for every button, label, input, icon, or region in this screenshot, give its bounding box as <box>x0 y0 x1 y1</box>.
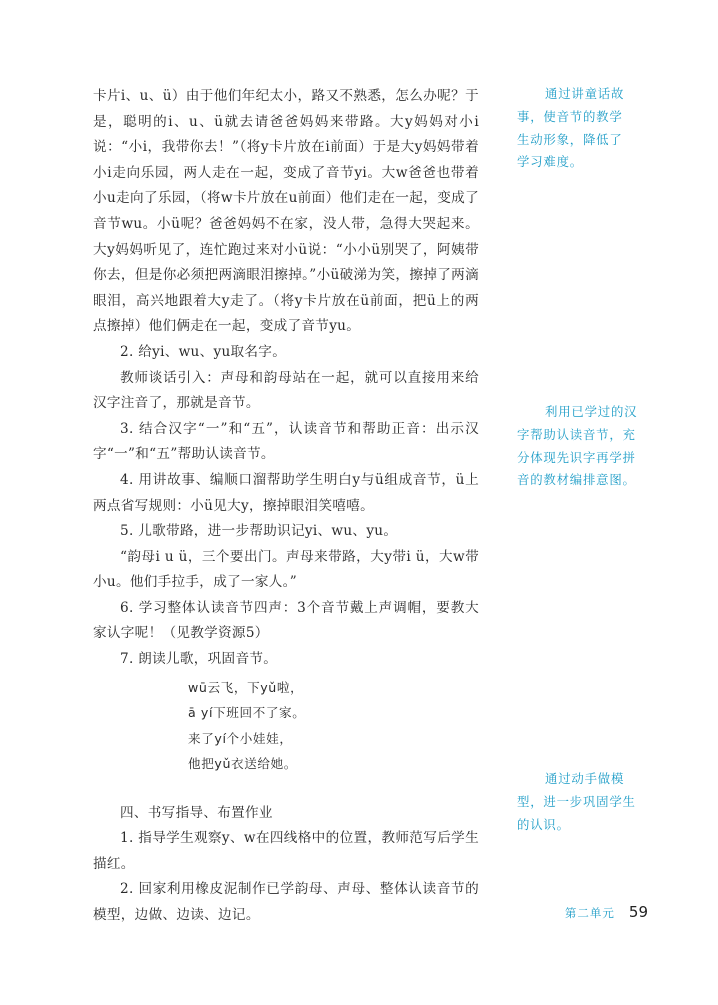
section-heading: 四、书写指导、布置作业 <box>120 804 273 821</box>
poem-line: 来了yí个小娃娃， <box>188 730 293 746</box>
step-4: 4. 用讲故事、编顺口溜帮助学生明白y与ü组成音节，ü上两点省写规则：小ü见大y，擦掉眼泪笑嘻嘻。 <box>93 471 479 514</box>
note-line: 学习难度。 <box>517 154 583 170</box>
section-item-1: 1. 指导学生观察y、w在四线格中的位置，教师范写后学生描红。 <box>93 830 479 872</box>
note-line: 通过动手做模 <box>545 771 625 786</box>
section-item-2: 2. 回家利用橡皮泥制作已学韵母、声母、整体认读音节的模型，边做、边读、边记。 <box>93 881 479 924</box>
unit-label: 第二单元 <box>564 906 615 920</box>
page-number: 59 <box>628 903 648 921</box>
note-line: 的认识。 <box>517 816 570 832</box>
margin-note-story <box>517 83 647 174</box>
poem-line: 他把yǔ衣送给她。 <box>188 756 297 772</box>
page-footer <box>565 903 648 921</box>
note-line: 分体现先识字再学拼 <box>517 449 636 465</box>
poem-line: wū云飞，下yǔ啦， <box>188 679 304 695</box>
poem-line: ā yí下班回不了家。 <box>188 705 306 721</box>
children-poem <box>188 675 479 777</box>
step-7: 7. 朗读儿歌，巩固音节。 <box>120 651 278 668</box>
note-line: 型，进一步巩固学生 <box>517 793 636 809</box>
note-line: 通过讲童话故 <box>545 86 625 101</box>
step-6: 6. 学习整体认读音节四声：3个音节戴上声调帽，要教大家认字呢！（见教学资源5） <box>93 599 479 642</box>
margin-note-model <box>517 768 647 836</box>
note-line: 事，使音节的教学 <box>517 108 623 124</box>
story-paragraph: 卡片i、u、ü）由于他们年纪太小，路又不熟悉，怎么办呢？于是，聪明的i、u、ü就去请爸爸妈妈来带路。大y妈妈对小i说：“小i，我带你去！”（将y卡片放在i前面）于是大y妈妈带着小i走向乐园，两人走在一起，变成了音节yi。大w爸爸也带着小u走向了乐园，（将w卡片放在u前面）他们走在一起，变成了音节wu。小ü呢？爸爸妈妈不在家，没人带，急得大哭起来。大y妈妈听见了，连忙跑过来对小ü说：“小小ü别哭了，阿姨带你去，但是你必须把两滴眼泪擦掉。”小ü破涕为笑，擦掉了两滴眼泪，高兴地跟着大y走了。（将y卡片放在ü前面，把ü上的两点擦掉）他们俩走在一起，变成了音节yu。 <box>93 88 479 335</box>
note-line: 音的教材编排意图。 <box>517 472 636 488</box>
note-line: 字帮助认读音节，充 <box>517 426 636 442</box>
margin-note-characters <box>517 401 647 492</box>
step-2: 2. 给yi、wu、yu取名字。 <box>120 343 287 360</box>
step-5: 5. 儿歌带路，进一步帮助识记yi、wu、yu。 <box>120 523 398 540</box>
main-text <box>93 84 479 929</box>
note-line: 利用已学过的汉 <box>545 404 638 419</box>
rhyme-quote: “韵母i u ü，三个要出门。声母来带路，大y带i ü，大w带小u。他们手拉手，成了一家人。” <box>93 548 479 591</box>
step-3: 3. 结合汉字“一”和“五”，认读音节和帮助正音：出示汉字“一”和“五”帮助认读音节。 <box>93 420 479 463</box>
teacher-intro: 教师谈话引入：声母和韵母站在一起，就可以直接用来给汉字注音了，那就是音节。 <box>93 369 479 412</box>
note-line: 生动形象，降低了 <box>517 131 623 147</box>
